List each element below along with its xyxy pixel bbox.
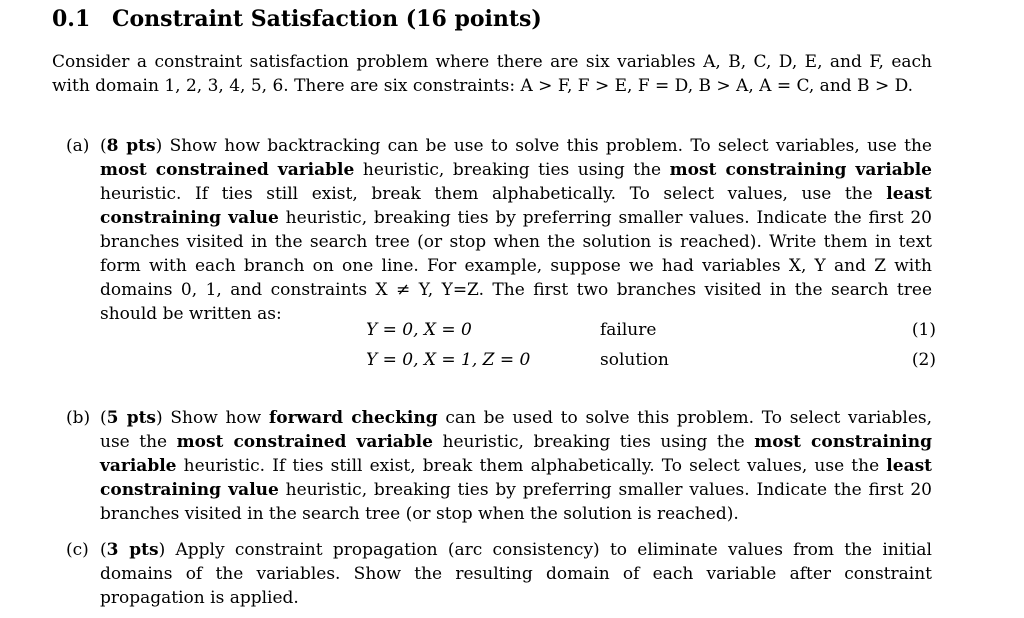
equation-number: (2) (911, 350, 936, 370)
part-a-bold-3: least constraining value (100, 184, 933, 228)
part-c-points: 3 pts (106, 540, 159, 560)
part-b-bold-4: least constraining value (100, 456, 933, 500)
part-b-text-5: heuristic, breaking ties by preferring smaller values. Indicate the first 20 branches visited in the search tree (or stop when the solution is reached). (100, 480, 932, 524)
equation-number: (1) (911, 320, 936, 340)
part-a-bold-1: most constrained variable (100, 160, 355, 180)
part-b-label: (b) (66, 408, 91, 428)
branch-assignment: Y = 0, X = 0 (366, 320, 472, 340)
part-c-body: (3 pts) Apply constraint propagation (arc consistency) to eliminate values from the initial domains of the variables. Show the resulting domain of each variable after constraint propagation is applied. (100, 540, 932, 608)
example-branch-2 (366, 350, 936, 380)
part-b-points: 5 pts (106, 408, 157, 428)
branch-result: failure (600, 320, 657, 340)
branch-result: solution (600, 350, 669, 370)
part-b-body: (5 pts) Show how forward checking can be used to solve this problem. To select variables, use the most constrained variable heuristic, breaking ties using the most constraining variable heuristic. If ties still exist, break them alphabetically. To select values, use the least constraining value heuristic, breaking ties by preferring smaller values. Indicate the first 20 branches visited in the search tree (or stop when the solution is reached). (100, 408, 933, 524)
example-branches (366, 320, 936, 380)
part-a (66, 134, 932, 326)
part-a-bold-2: most constraining variable (669, 160, 932, 180)
part-a-text-3: heuristic. If ties still exist, break them alphabetically. To select values, use the (100, 184, 873, 204)
part-a-text-2: heuristic, breaking ties using the (362, 160, 662, 180)
part-b (66, 406, 932, 526)
example-branch-1 (366, 320, 936, 350)
part-a-label: (a) (66, 136, 90, 156)
part-b-bold-2: most constrained variable (176, 432, 433, 452)
part-b-text-1: Show how (170, 408, 262, 428)
section-number: 0.1 (52, 6, 91, 32)
part-b-text-2: can be used to solve this problem. To select variables, use the (100, 408, 933, 452)
part-b-text-4: heuristic. If ties still exist, break them alphabetically. To select values, use the (183, 456, 880, 476)
problem-intro: Consider a constraint satisfaction problem where there are six variables A, B, C, D, E, and F, each with domain 1, 2, 3, 4, 5, 6. There are six constraints: A > F, F > E, F = D, B > A, A = C, and B > D. (52, 52, 932, 96)
part-a-text-1: Show how backtracking can be use to solve this problem. To select variables, use the (169, 136, 932, 156)
section-heading (52, 6, 542, 32)
part-b-bold-1: forward checking (268, 408, 438, 428)
part-b-text-3: heuristic, breaking ties using the (442, 432, 745, 452)
part-c-text-1: Apply constraint propagation (arc consistency) to eliminate values from the initial domains of the variables. Show the resulting domain of each variable after constraint propagation is applied. (100, 540, 932, 608)
part-a-body: (8 pts) Show how backtracking can be use to solve this problem. To select variables, use the most constrained variable heuristic, breaking ties using the most constraining variable heuristic. If ties still exist, break them alphabetically. To select values, use the least constraining value heuristic, breaking ties by preferring smaller values. Indicate the first 20 branches visited in the search tree (or stop when the solution is reached). Write them in text form with each branch on one line. For example, suppose we had variables X, Y and Z with domains 0, 1, and constraints X ≠ Y, Y=Z. The first two branches visited in the search tree should be written as: (100, 136, 933, 324)
part-c-label: (c) (66, 540, 89, 560)
section-title: Constraint Satisfaction (16 points) (112, 6, 542, 32)
part-a-points: 8 pts (106, 136, 156, 156)
part-c (66, 538, 932, 610)
part-b-bold-3: most constraining variable (100, 432, 933, 476)
part-a-text-4: heuristic, breaking ties by preferring smaller values. Indicate the first 20 branches visited in the search tree (or stop when the solution is reached). Write them in text form with each branch on one line. For example, suppose we had variables X, Y and Z with domains 0, 1, and constraints X ≠ Y, Y=Z. The first two branches visited in the search tree should be written as: (100, 208, 932, 324)
branch-assignment: Y = 0, X = 1, Z = 0 (366, 350, 531, 370)
